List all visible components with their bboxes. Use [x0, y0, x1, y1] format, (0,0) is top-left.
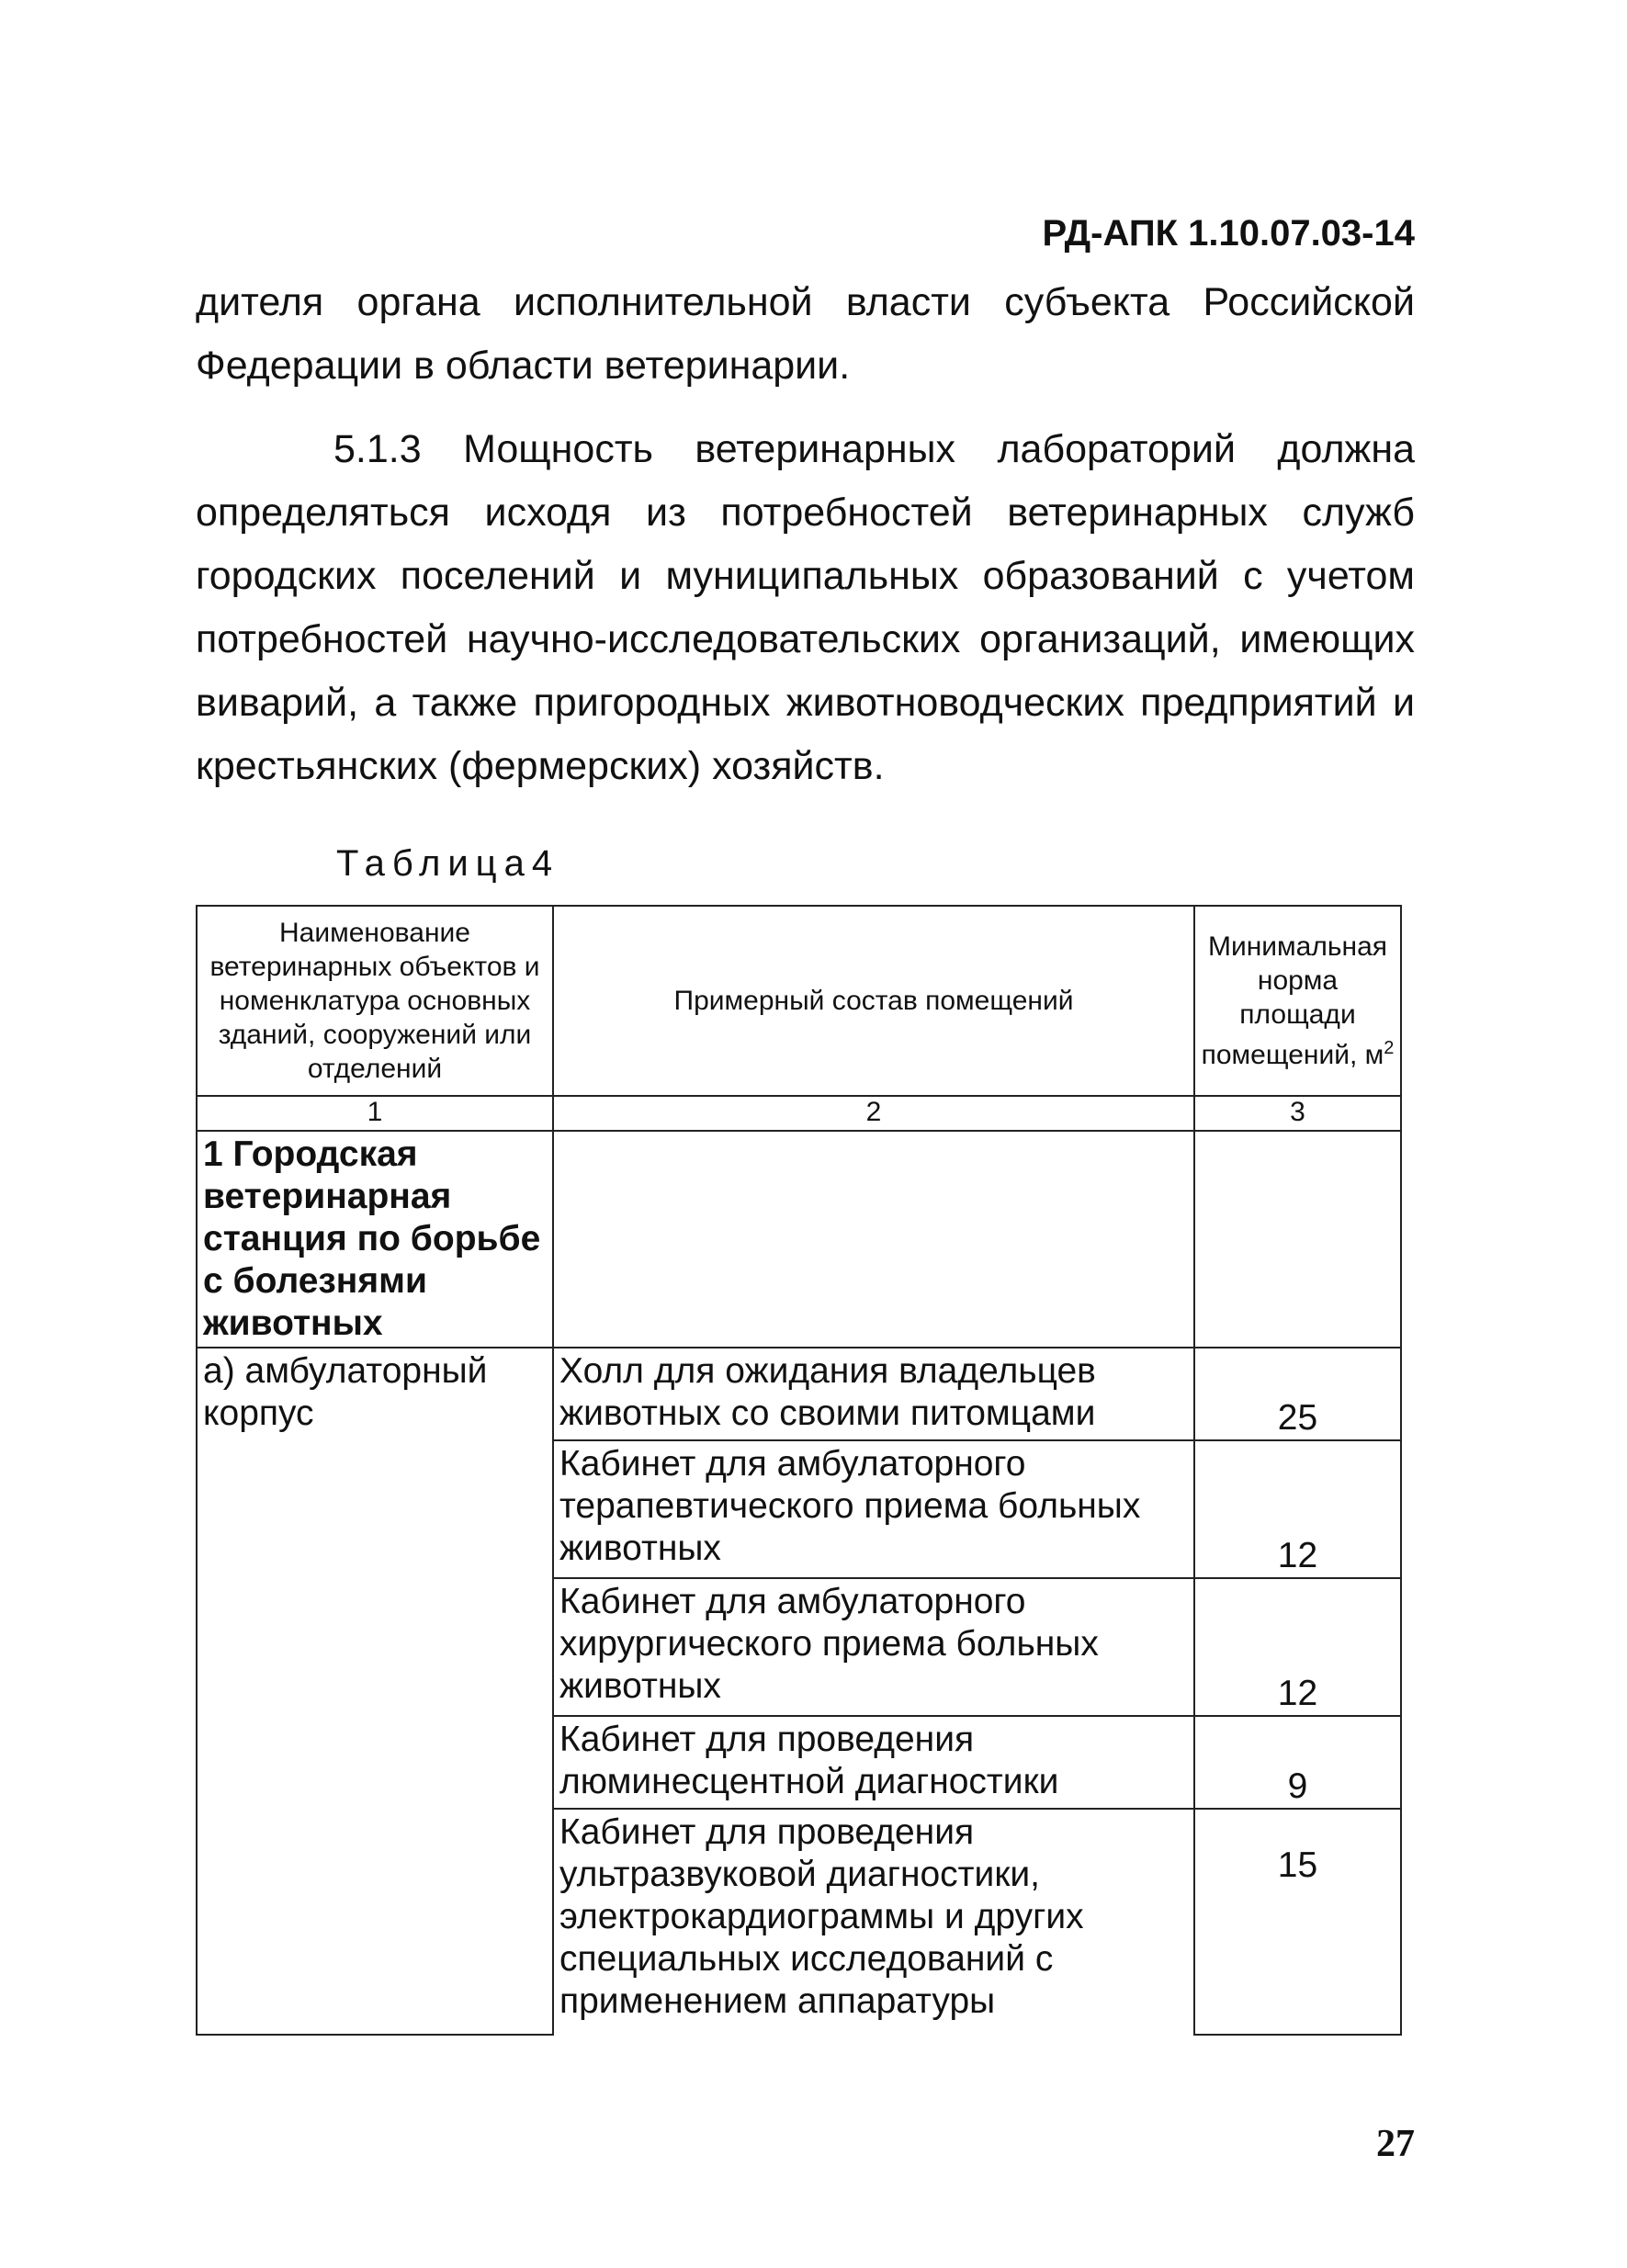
header-min-area-text: Минимальная норма площади помещений, м: [1201, 931, 1387, 1070]
room-name: Кабинет для амбулаторного терапевтического приема больных животных: [553, 1440, 1194, 1578]
table-row: [197, 1348, 1401, 1440]
section-empty-cell: [1194, 1131, 1401, 1348]
room-area: 12: [1194, 1440, 1401, 1578]
document-code: РД-АПК 1.10.07.03-14: [1042, 213, 1415, 254]
header-min-area: [1194, 906, 1401, 1096]
subsection-title: а) амбулаторный корпус: [197, 1348, 553, 2035]
paragraph-continuation: дителя органа исполнительной власти субъекта Российской Федерации в области ветеринарии.: [196, 280, 1415, 388]
paragraph-5-1-3: 5.1.3 Мощность ветеринарных лабораторий должна определяться исходя из потребностей ветеринарных служб городских поселений и муниципальных образований с учетом потребностей научно-исследовательских организаций, имеющих виварий, а также пригородных животноводческих предприятий и крестьянских (фермерских) хозяйств.: [196, 427, 1415, 788]
room-name: Кабинет для проведения люминесцентной диагностики: [553, 1716, 1194, 1809]
table-header-row: [197, 906, 1401, 1096]
room-area: 25: [1194, 1348, 1401, 1440]
room-area: 15: [1194, 1809, 1401, 2035]
page-number: 27: [1376, 2123, 1415, 2165]
column-number-1: 1: [197, 1096, 553, 1131]
section-title: 1 Городская ветеринарная станция по борьбе с болезнями животных: [197, 1131, 553, 1348]
room-name: Холл для ожидания владельцев животных со своими питомцами: [553, 1348, 1194, 1440]
column-number-3: 3: [1194, 1096, 1401, 1131]
header-object-name: Наименование ветеринарных объектов и номенклатура основных зданий, сооружений или отделений: [197, 906, 553, 1096]
premises-table: [196, 905, 1402, 2036]
room-name: Кабинет для амбулаторного хирургического приема больных животных: [553, 1578, 1194, 1716]
room-area: 9: [1194, 1716, 1401, 1809]
column-number-row: [197, 1096, 1401, 1131]
room-name: Кабинет для проведения ультразвуковой диагностики, электрокардиограммы и других специальных исследований с применением аппаратуры: [553, 1809, 1194, 2035]
section-empty-cell: [553, 1131, 1194, 1348]
column-number-2: 2: [553, 1096, 1194, 1131]
header-min-area-superscript: 2: [1384, 1038, 1395, 1058]
section-row: [197, 1131, 1401, 1348]
header-room-composition: Примерный состав помещений: [553, 906, 1194, 1096]
table-caption: Таблица4: [336, 843, 560, 884]
room-area: 12: [1194, 1578, 1401, 1716]
